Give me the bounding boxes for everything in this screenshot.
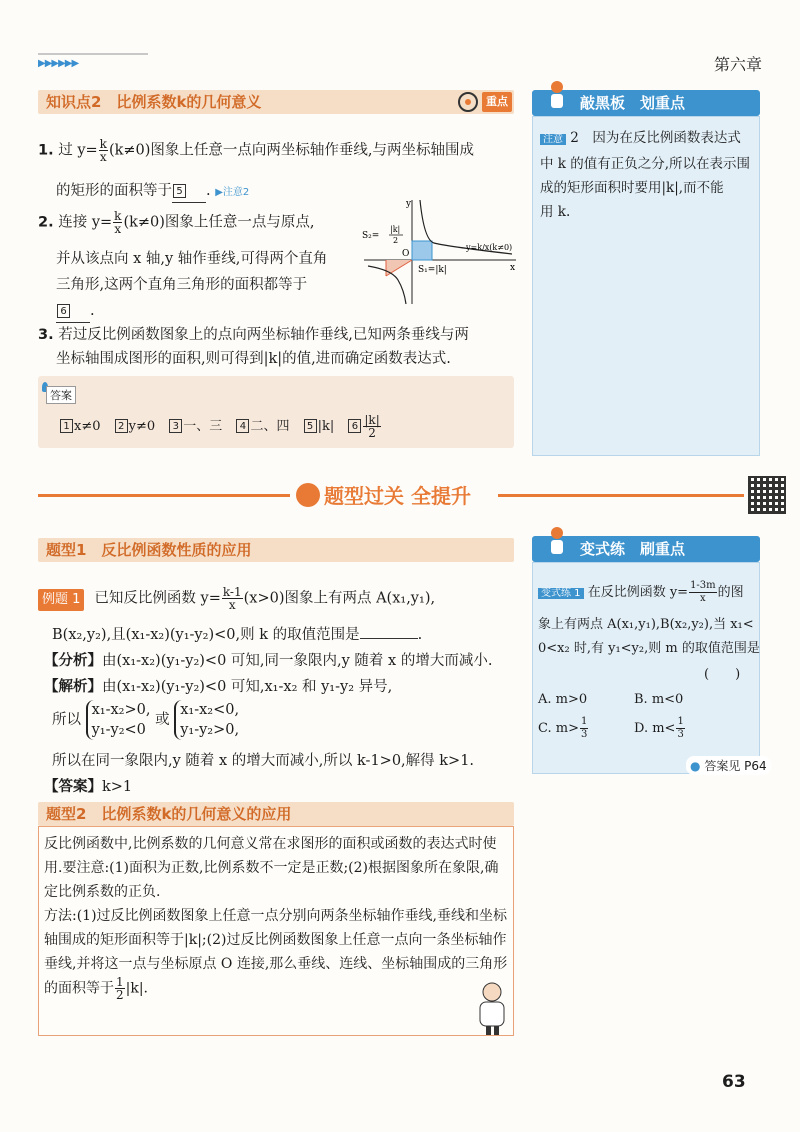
item-text: (k≠0)图象上任意一点向两坐标轴作垂线,与两坐标轴围成 xyxy=(108,142,475,159)
practice-question xyxy=(538,580,758,605)
answer-number: 6 xyxy=(348,419,361,433)
method-text-body: 方法:(1)过反比例函数图象上任意一点分别向两条坐标轴作垂线,垂线和坐标轴围成的矩形面积等于|k|;(2)过反比例函数图象上任意一点向一条坐标轴作垂线,并将这一点与坐标原点 O 连接,那么垂线、连线、坐标轴围成的三角形的面积等于 xyxy=(44,908,508,997)
frac-den: x xyxy=(228,598,236,612)
answer-box xyxy=(38,376,514,448)
question-text: 在反比例函数 y= xyxy=(587,585,689,600)
system-line: x₁-x₂>0, xyxy=(91,702,151,718)
teacher-icon xyxy=(546,80,568,110)
method-paragraph-1: 反比例函数中,比例系数的几何意义常在求图形的面积或函数的表达式时使用.要注意:(1)面积为正数,比例系数不一定是正数;(2)根据图象所在象限,确定比例系数的正负. xyxy=(44,836,499,900)
frac-den: x xyxy=(700,593,706,604)
answer-item xyxy=(169,419,222,434)
answer-text: y≠0 xyxy=(128,419,156,434)
answer-blank-6[interactable] xyxy=(56,300,90,323)
question-text: 已知反比例函数 y= xyxy=(94,590,221,607)
origin-label: O xyxy=(402,249,410,259)
answer-number: 5 xyxy=(304,419,317,433)
banner-line-left xyxy=(38,494,290,497)
frac-num: 1-3m xyxy=(690,580,716,591)
target-icon xyxy=(458,92,478,112)
answer-label: 答案 xyxy=(46,386,76,404)
header-arrows: ▶▶▶▶▶▶ xyxy=(38,58,79,69)
note-number: 2 xyxy=(570,130,579,146)
question-text: 的图 xyxy=(717,585,744,600)
knowledge-item-2-line4: 6 . xyxy=(56,300,95,323)
frac-num: 1 xyxy=(116,975,124,989)
example-question-line2: B(x₂,y₂),且(x₁-x₂)(y₁-y₂)<0,则 k 的取值范围是 . xyxy=(52,627,423,643)
frac-den: x xyxy=(99,150,107,164)
system-line: y₁-y₂<0 xyxy=(91,722,146,738)
method-paragraph-2 xyxy=(44,904,510,1001)
note-line-3: 成的矩形面积时要用|k|,而不能 xyxy=(540,180,724,196)
so-text: 所以 xyxy=(52,712,81,728)
note-reference: ▶注意2 xyxy=(215,187,250,198)
s2-label: S₂= xyxy=(362,231,380,241)
blank-number: 6 xyxy=(57,304,70,318)
header-line xyxy=(38,53,148,55)
answer-item xyxy=(60,419,101,434)
y-axis-label: y xyxy=(406,199,412,209)
knowledge-item-3 xyxy=(38,324,518,346)
answer-number: 1 xyxy=(60,419,73,433)
sidebar-header-practice xyxy=(532,536,760,562)
practice-tag: 变式练 1 xyxy=(538,588,584,599)
fraction-1-3m-over-x xyxy=(689,580,717,605)
qr-code-icon[interactable] xyxy=(748,476,786,514)
answer-number: 4 xyxy=(236,419,249,433)
option-a[interactable]: A. m>0 xyxy=(538,692,588,707)
option-text: D. m< xyxy=(634,721,676,736)
frac-num: k-1 xyxy=(222,585,242,599)
analysis xyxy=(44,650,492,672)
analysis-label: 【分析】 xyxy=(44,653,102,669)
sidebar-title: 敲黑板 划重点 xyxy=(580,94,686,112)
knowledge-item-2 xyxy=(38,210,358,235)
answer-item xyxy=(115,419,156,434)
method-text-end: |k|. xyxy=(125,980,149,997)
system-line: x₁-x₂<0, xyxy=(180,702,240,718)
item-number: 3. xyxy=(38,327,54,343)
fraction-k-minus-1-over-x xyxy=(222,586,243,611)
sidebar-note-text xyxy=(540,126,756,224)
option-c[interactable] xyxy=(538,716,589,741)
solution-label: 【解析】 xyxy=(44,679,102,695)
hyperbola-graph xyxy=(362,196,522,308)
frac-num: k xyxy=(99,137,107,151)
banner-title: 题型过关 全提升 xyxy=(324,484,471,508)
x-axis-label: x xyxy=(510,263,516,273)
analysis-text: 由(x₁-x₂)(y₁-y₂)<0 可知,同一象限内,y 随着 x 的增大而减小. xyxy=(102,653,493,669)
solution-text: 由(x₁-x₂)(y₁-y₂)<0 可知,x₁-x₂ 和 y₁-y₂ 异号, xyxy=(102,679,393,695)
blank-number: 5 xyxy=(173,184,186,198)
section-title-type-1 xyxy=(38,538,514,562)
frac-den: 3 xyxy=(677,729,684,740)
item-text: 过 y= xyxy=(58,142,98,159)
answer-fraction xyxy=(363,414,380,439)
banner-line-right xyxy=(498,494,744,497)
answer-reference-text: 答案见 P64 xyxy=(704,759,767,773)
section-banner xyxy=(296,480,471,509)
frac-num: |k| xyxy=(364,413,380,427)
page-number: 63 xyxy=(722,1072,746,1092)
option-text: C. m> xyxy=(538,721,579,736)
note-tag: 注意 xyxy=(540,134,566,145)
section-title-knowledge-2 xyxy=(38,90,514,114)
frac-den: 3 xyxy=(580,729,588,740)
inequality-system-1 xyxy=(86,700,151,740)
answer-label: 【答案】 xyxy=(44,779,102,795)
lightbulb-icon: ● xyxy=(690,759,701,773)
option-d[interactable] xyxy=(634,716,686,741)
section-title-type-2 xyxy=(38,802,514,826)
answer-item xyxy=(304,419,335,434)
system-line: y₁-y₂>0, xyxy=(180,722,240,738)
answer-text: |k| xyxy=(317,419,335,434)
key-badge: 重点 xyxy=(482,92,512,112)
example-answer xyxy=(44,776,132,798)
fraction-one-third xyxy=(580,716,588,741)
solution-systems xyxy=(52,700,239,740)
example-question xyxy=(38,586,518,611)
frac-num: 1 xyxy=(677,716,684,727)
knowledge-item-2-line2: 并从该点向 x 轴,y 轴作垂线,可得两个直角 xyxy=(56,251,328,267)
note-text: 因为在反比例函数表达式 xyxy=(592,130,741,146)
answer-text: x≠0 xyxy=(74,419,101,434)
answer-text: k>1 xyxy=(102,779,133,795)
frac-num: 1 xyxy=(580,716,588,727)
question-text: (x>0)图象上有两点 A(x₁,y₁), xyxy=(243,590,436,607)
chapter-label: 第六章 xyxy=(713,55,762,74)
frac-den: 2 xyxy=(368,426,376,440)
curve-label: y=k/x(k≠0) xyxy=(466,243,513,252)
student-icon xyxy=(546,526,568,556)
s2-frac-den: 2 xyxy=(393,236,399,245)
practice-question-line2: 象上有两点 A(x₁,y₁),B(x₂,y₂),当 x₁< xyxy=(538,617,754,632)
knowledge-item-3-line2: 坐标轴围成图形的面积,则可得到|k|的值,进而确定函数表达式. xyxy=(56,351,451,367)
answer-text: 一、三 xyxy=(183,419,223,434)
question-text: B(x₂,y₂),且(x₁-x₂)(y₁-y₂)<0,则 k 的取值范围是 xyxy=(52,627,360,643)
answer-blank-5[interactable] xyxy=(172,180,206,203)
sidebar-title: 变式练 刷重点 xyxy=(580,540,686,558)
note-line-1 xyxy=(540,126,756,152)
fraction-k-over-x xyxy=(99,138,108,163)
frac-den: x xyxy=(114,222,122,236)
or-text: 或 xyxy=(155,712,170,728)
solution xyxy=(44,676,392,698)
method-text xyxy=(44,832,510,1001)
item-text: 连接 y= xyxy=(58,214,113,231)
medal-icon xyxy=(296,483,320,507)
knowledge-item-2-line3: 三角形,这两个直角三角形的面积都等于 xyxy=(56,277,308,293)
knowledge-item-1-line2: 的矩形的面积等于 5 . ▶注意2 xyxy=(56,180,249,204)
inequality-system-2 xyxy=(174,700,239,740)
answer-item xyxy=(348,413,381,440)
s1-label: S₁=|k| xyxy=(418,265,447,275)
section-title-text: 题型2 比例系数k的几何意义的应用 xyxy=(46,805,292,823)
fraction-one-third xyxy=(676,716,684,741)
answer-reference[interactable] xyxy=(686,756,771,775)
answer-number: 2 xyxy=(115,419,128,433)
item-text: 的矩形的面积等于 xyxy=(56,183,172,199)
example-tag: 例题 1 xyxy=(38,589,84,611)
sidebar-header-blackboard xyxy=(532,90,760,116)
frac-den: 2 xyxy=(116,988,124,1002)
knowledge-item-1 xyxy=(38,138,518,163)
answer-item xyxy=(236,419,289,434)
answer-blank-example[interactable] xyxy=(360,638,418,639)
fraction-k-over-x xyxy=(113,210,122,235)
answer-paren[interactable]: ( ) xyxy=(704,667,741,682)
item-text: (k≠0)图象上任意一点与原点, xyxy=(123,214,315,231)
answer-text: 二、四 xyxy=(250,419,290,434)
section-title-text: 知识点2 比例系数k的几何意义 xyxy=(46,93,262,111)
note-line-4: 用 k. xyxy=(540,204,571,220)
area-rectangle xyxy=(412,241,432,260)
curve-q3 xyxy=(368,266,406,304)
item-number: 1. xyxy=(38,142,54,159)
mascot-illustration xyxy=(472,980,512,1036)
item-number: 2. xyxy=(38,214,54,231)
item-text: 若过反比例函数图象上的点向两坐标轴作垂线,已知两条垂线与两 xyxy=(58,327,469,343)
answer-number: 3 xyxy=(169,419,182,433)
practice-question-line3: 0<x₂ 时,有 y₁<y₂,则 m 的取值范围是 xyxy=(538,641,760,656)
s2-frac-num: |k| xyxy=(390,225,401,234)
option-b[interactable]: B. m<0 xyxy=(634,692,684,707)
answer-list xyxy=(60,414,382,439)
note-line-2: 中 k 的值有正负之分,所以在表示围 xyxy=(540,156,751,172)
fraction-one-half xyxy=(115,976,125,1001)
solution-conclusion: 所以在同一象限内,y 随着 x 的增大而减小,所以 k-1>0,解得 k>1. xyxy=(52,753,475,769)
section-title-text: 题型1 反比例函数性质的应用 xyxy=(46,541,252,559)
frac-num: k xyxy=(114,209,122,223)
